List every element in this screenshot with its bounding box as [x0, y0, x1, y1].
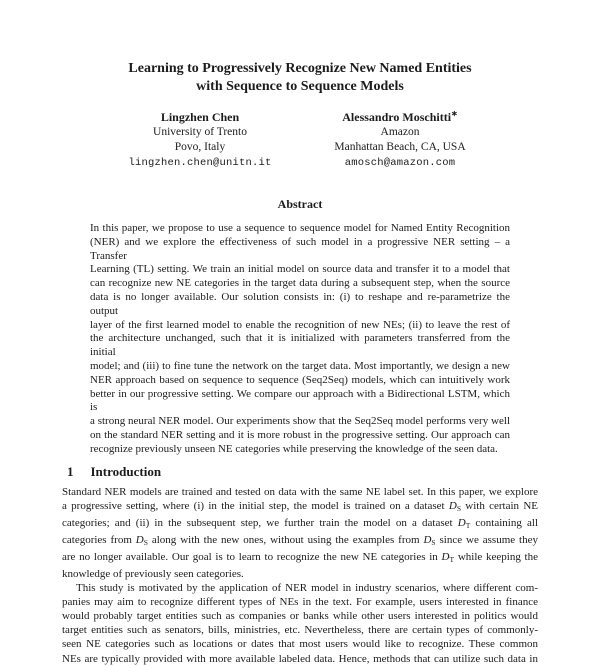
title-line-1: Learning to Progressively Recognize New Named Entities [128, 61, 472, 76]
text-line: (NER) and we explore the effectiveness of such model in a progressive NER setting – a Transfer [90, 235, 510, 262]
text-line: Standard NER models are trained and tested on data with the same NE label set. In this paper, we explore [62, 485, 538, 498]
text-line: the architecture unchanged, such that it is initialized with parameters transferred from the initial [90, 332, 510, 359]
text-segment: while keeping the [454, 550, 538, 563]
text-line: This study is motivated by the application of NER model in industry scenarios, where different com- [76, 582, 538, 595]
author-name [100, 110, 300, 125]
text-line: on the standard NER setting and it is more robust in the progressive setting. Our approach can [90, 428, 510, 441]
text-line: better in our progressive setting. We compare our approach with a Bidirectional LSTM, which is [90, 387, 510, 414]
abstract-heading: Abstract [277, 197, 323, 211]
math-token: D [441, 550, 450, 563]
text-segment: categories from [62, 533, 136, 546]
text-segment: categories; and (ii) in the subsequent step, we further train the model on a dataset [62, 516, 458, 529]
text-segment: a progressive setting, where (i) in the initial step, the model is trained on a dataset [62, 499, 449, 512]
author-address: Povo, Italy [174, 141, 226, 153]
paper-page [0, 60, 600, 665]
section-title: Introduction [90, 463, 162, 479]
math-token: T [465, 520, 471, 530]
math-token: S [456, 503, 461, 513]
text-line: data is no longer available. Our solution consists in: (i) to reshape and re-parametrize the output [90, 290, 510, 317]
text-line [62, 516, 538, 533]
author-footnote-mark: ∗ [451, 109, 458, 118]
text-line: would probably target entities such as companies or banks while other users interested in politics would [62, 610, 538, 623]
text-line: layer of the first learned model to enable the recognition of new NEs; (ii) to leave the rest of [90, 318, 510, 331]
author-affiliation: University of Trento [153, 126, 247, 138]
text-line: recognize previously unseen NE categories while preserving the knowledge of the seen data. [90, 442, 498, 455]
author-name [300, 110, 500, 125]
text-segment: with certain NE [460, 499, 538, 512]
author-email: lingzhen.chen@unitn.it [128, 157, 272, 169]
text-segment: along with the new ones, without using the examples from [147, 533, 424, 546]
author-second [300, 110, 500, 171]
math-token: D [457, 516, 466, 529]
text-line: target entities such as senators, bills, ministries, etc. Nevertheless, there are certain types of commonly- [62, 624, 538, 637]
intro-paragraph-1 [62, 485, 538, 582]
math-token: D [135, 533, 144, 546]
math-token: D [423, 533, 432, 546]
author-email: amosch@amazon.com [344, 157, 456, 169]
text-segment: containing all [470, 516, 538, 529]
text-line: Learning (TL) setting. We train an initial model on source data and transfer it to a model that [90, 263, 510, 276]
abstract-text [90, 222, 510, 457]
text-line [62, 550, 538, 567]
author-block [100, 110, 500, 171]
text-line: NER approach based on sequence to sequence (Seq2Seq) models, which can intuitively work [90, 373, 510, 386]
text-line: model; and (iii) to fine tune the network on the target data. Most importantly, we design a new [90, 359, 510, 372]
text-line [62, 499, 538, 516]
text-line: panies may aim to recognize different types of NEs in the text. For example, users interested in finance [62, 596, 538, 609]
math-token: T [449, 554, 455, 564]
text-line: NEs are typically provided with more available labeled data. Hence, methods that can utilize such data in [62, 652, 538, 665]
author-name-text: Alessandro Moschitti [342, 110, 452, 124]
text-segment: since we assume they [435, 533, 539, 546]
text-line: knowledge of previously seen categories. [62, 568, 244, 581]
section-heading-introduction [62, 464, 538, 480]
paper-title [0, 60, 600, 96]
section-number: 1 [67, 463, 74, 479]
author-name-text: Lingzhen Chen [160, 110, 240, 124]
intro-paragraph-2 [62, 581, 538, 666]
text-line: a strong neural NER model. Our experiments show that the Seq2Seq model performs very well [90, 415, 510, 428]
text-line: can recognize new NE categories in the target data during a subsequent step, when the source [90, 277, 510, 290]
math-token: S [143, 537, 148, 547]
text-line: In this paper, we propose to use a sequence to sequence model for Named Entity Recognition [90, 222, 510, 234]
text-segment: are no longer available. Our goal is to learn to recognize the new NE categories in [62, 550, 442, 563]
text-line [62, 533, 538, 550]
title-line-2: with Sequence to Sequence Models [196, 79, 404, 94]
author-first [100, 110, 300, 171]
math-token: D [448, 499, 457, 512]
author-address: Manhattan Beach, CA, USA [334, 141, 466, 153]
math-token: S [431, 537, 436, 547]
author-affiliation: Amazon [380, 126, 420, 138]
text-line: seen NE categories such as locations or dates that most users would like to recognize. These common [62, 638, 538, 651]
